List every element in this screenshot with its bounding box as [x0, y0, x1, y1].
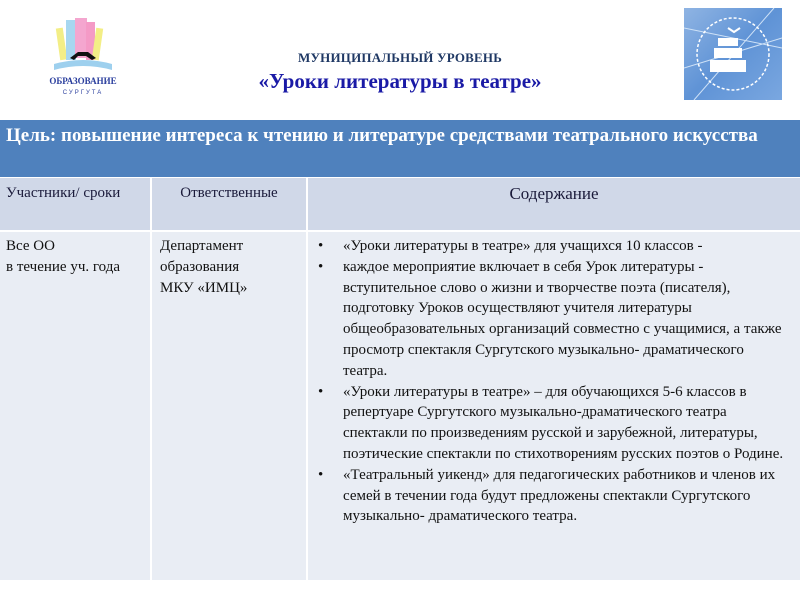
level-subtitle: МУНИЦИПАЛЬНЫЙ УРОВЕНЬ	[297, 50, 503, 65]
svg-text:ОБРАЗОВАНИЕ: ОБРАЗОВАНИЕ	[49, 76, 117, 86]
obrazovanie-surguta-logo	[48, 14, 118, 98]
column-header-responsible: Ответственные	[152, 178, 308, 230]
page-title: «Уроки литературы в театре»	[258, 69, 542, 93]
table-header-row	[0, 178, 800, 232]
content-bullet-item: • «Уроки литературы в театре» для учащихся 10 классов -	[316, 236, 790, 257]
goal-banner: Цель: повышение интереса к чтению и литературе средствами театрального искусства	[0, 120, 800, 177]
logo-graphic-icon	[48, 14, 118, 98]
column-header-content: Содержание	[308, 178, 800, 230]
svg-text:СУРГУТА: СУРГУТА	[62, 90, 104, 96]
cell-participants	[0, 232, 152, 580]
content-bullet-item: • «Театральный уикенд» для педагогических работников и членов их семей в течении года будут предложены спектакли Сургутского музыкально- драматического театра.	[316, 465, 790, 527]
participants-line: Все ОО	[6, 238, 55, 254]
page-header	[150, 50, 650, 94]
content-bullet-list	[316, 236, 790, 527]
imc-emblem-icon	[684, 8, 782, 100]
participants-line: в течение уч. года	[6, 258, 121, 275]
content-bullet-item: • каждое мероприятие включает в себя Урок литературы - вступительное слово о жизни и творчестве поэта (писателя), подготовку Уроков осуществляют учителя литературы общеобразовательных организаций совместно с учащимися, а также просмотр спектакля Сургутского музыкально- драматического театра.	[316, 257, 790, 382]
plan-table	[0, 178, 800, 580]
content-bullet-item: • «Уроки литературы в театре» – для обучающихся 5-6 классов в репертуаре Сургутского музыкально-драматического театра спектакли по произведениям русской и зарубежной, литературы, поэтические спектакли по стихотворениям русских поэтов о Родине.	[316, 382, 790, 465]
responsible-line: образования	[160, 258, 240, 275]
cell-content	[308, 232, 800, 580]
column-header-participants: Участники/ сроки	[0, 178, 152, 230]
table-row	[0, 232, 800, 580]
imc-logo	[684, 8, 782, 100]
responsible-line: Департамент	[160, 238, 244, 254]
responsible-line: МКУ «ИМЦ»	[160, 279, 248, 296]
cell-responsible	[152, 232, 308, 580]
